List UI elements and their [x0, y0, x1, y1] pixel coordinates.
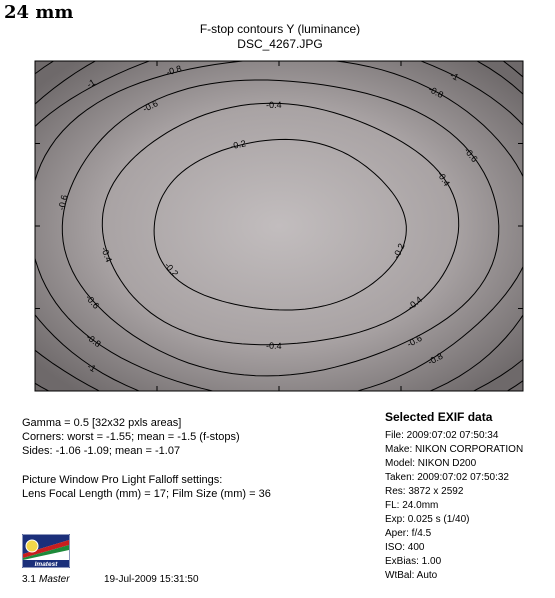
exif-row: Res: 3872 x 2592 — [385, 486, 464, 497]
contour-label: -0.6 — [141, 98, 160, 115]
contour-label: -0.8 — [426, 350, 445, 368]
footer-edition: Master — [39, 574, 70, 585]
contour-label: -0.8 — [165, 63, 183, 78]
exif-row: File: 2009:07:02 07:50:34 — [385, 430, 499, 441]
exif-row: Taken: 2009:07:02 07:50:32 — [385, 472, 509, 483]
exif-row: WtBal: Auto — [385, 570, 438, 581]
contour-label: -1 — [84, 77, 97, 90]
contour-label: -0.4 — [265, 340, 282, 351]
chart-subtitle: DSC_4267.JPG — [237, 37, 323, 51]
contour-label: -1 — [448, 69, 461, 83]
gamma-text: Gamma = 0.5 [32x32 pxls areas] — [22, 417, 182, 429]
contour-label: -0.2 — [391, 241, 407, 261]
contour-label: -1 — [85, 361, 98, 374]
contour-label: -0.4 — [435, 169, 452, 188]
page-heading: 24 mm — [4, 2, 74, 23]
exif-row: ExBias: 1.00 — [385, 556, 442, 567]
contour-label: -0.6 — [405, 332, 424, 350]
contour-label: -0.2 — [229, 138, 247, 152]
exif-title: Selected EXIF data — [385, 410, 493, 424]
exif-row: Make: NIKON CORPORATION — [385, 444, 524, 455]
exif-row: FL: 24.0mm — [385, 500, 439, 511]
exif-row: Model: NIKON D200 — [385, 458, 477, 469]
contour-label: -0.6 — [56, 193, 70, 212]
corners-text: Corners: worst = -1.55; mean = -1.5 (f-stops) — [22, 431, 240, 443]
contour-label: -0.4 — [265, 99, 282, 111]
exif-row: ISO: 400 — [385, 542, 425, 553]
contour-label: -0.6 — [83, 292, 102, 311]
contour-label: -0.4 — [405, 294, 425, 312]
contour-label: -0.4 — [99, 245, 114, 264]
pw-settings-values: Lens Focal Length (mm) = 17; Film Size (mm) = 36 — [22, 488, 271, 500]
footer-timestamp: 19-Jul-2009 15:31:50 — [104, 574, 199, 585]
contour-label: -0.6 — [462, 145, 480, 164]
exif-row: Aper: f/4.5 — [385, 528, 432, 539]
footer-version: 3.1 — [22, 574, 36, 585]
pw-settings-title: Picture Window Pro Light Falloff settings: — [22, 474, 223, 486]
contour-label: -0.8 — [426, 83, 446, 101]
imatest-logo — [22, 534, 70, 568]
exif-row: Exp: 0.025 s (1/40) — [385, 514, 470, 525]
sides-text: Sides: -1.06 -1.09; mean = -1.07 — [22, 445, 181, 457]
contour-label: -0.2 — [162, 260, 181, 279]
contour-label: -0.8 — [84, 331, 103, 350]
logo-text: Imatest — [34, 561, 58, 568]
chart-title: F-stop contours Y (luminance) — [199, 22, 361, 36]
